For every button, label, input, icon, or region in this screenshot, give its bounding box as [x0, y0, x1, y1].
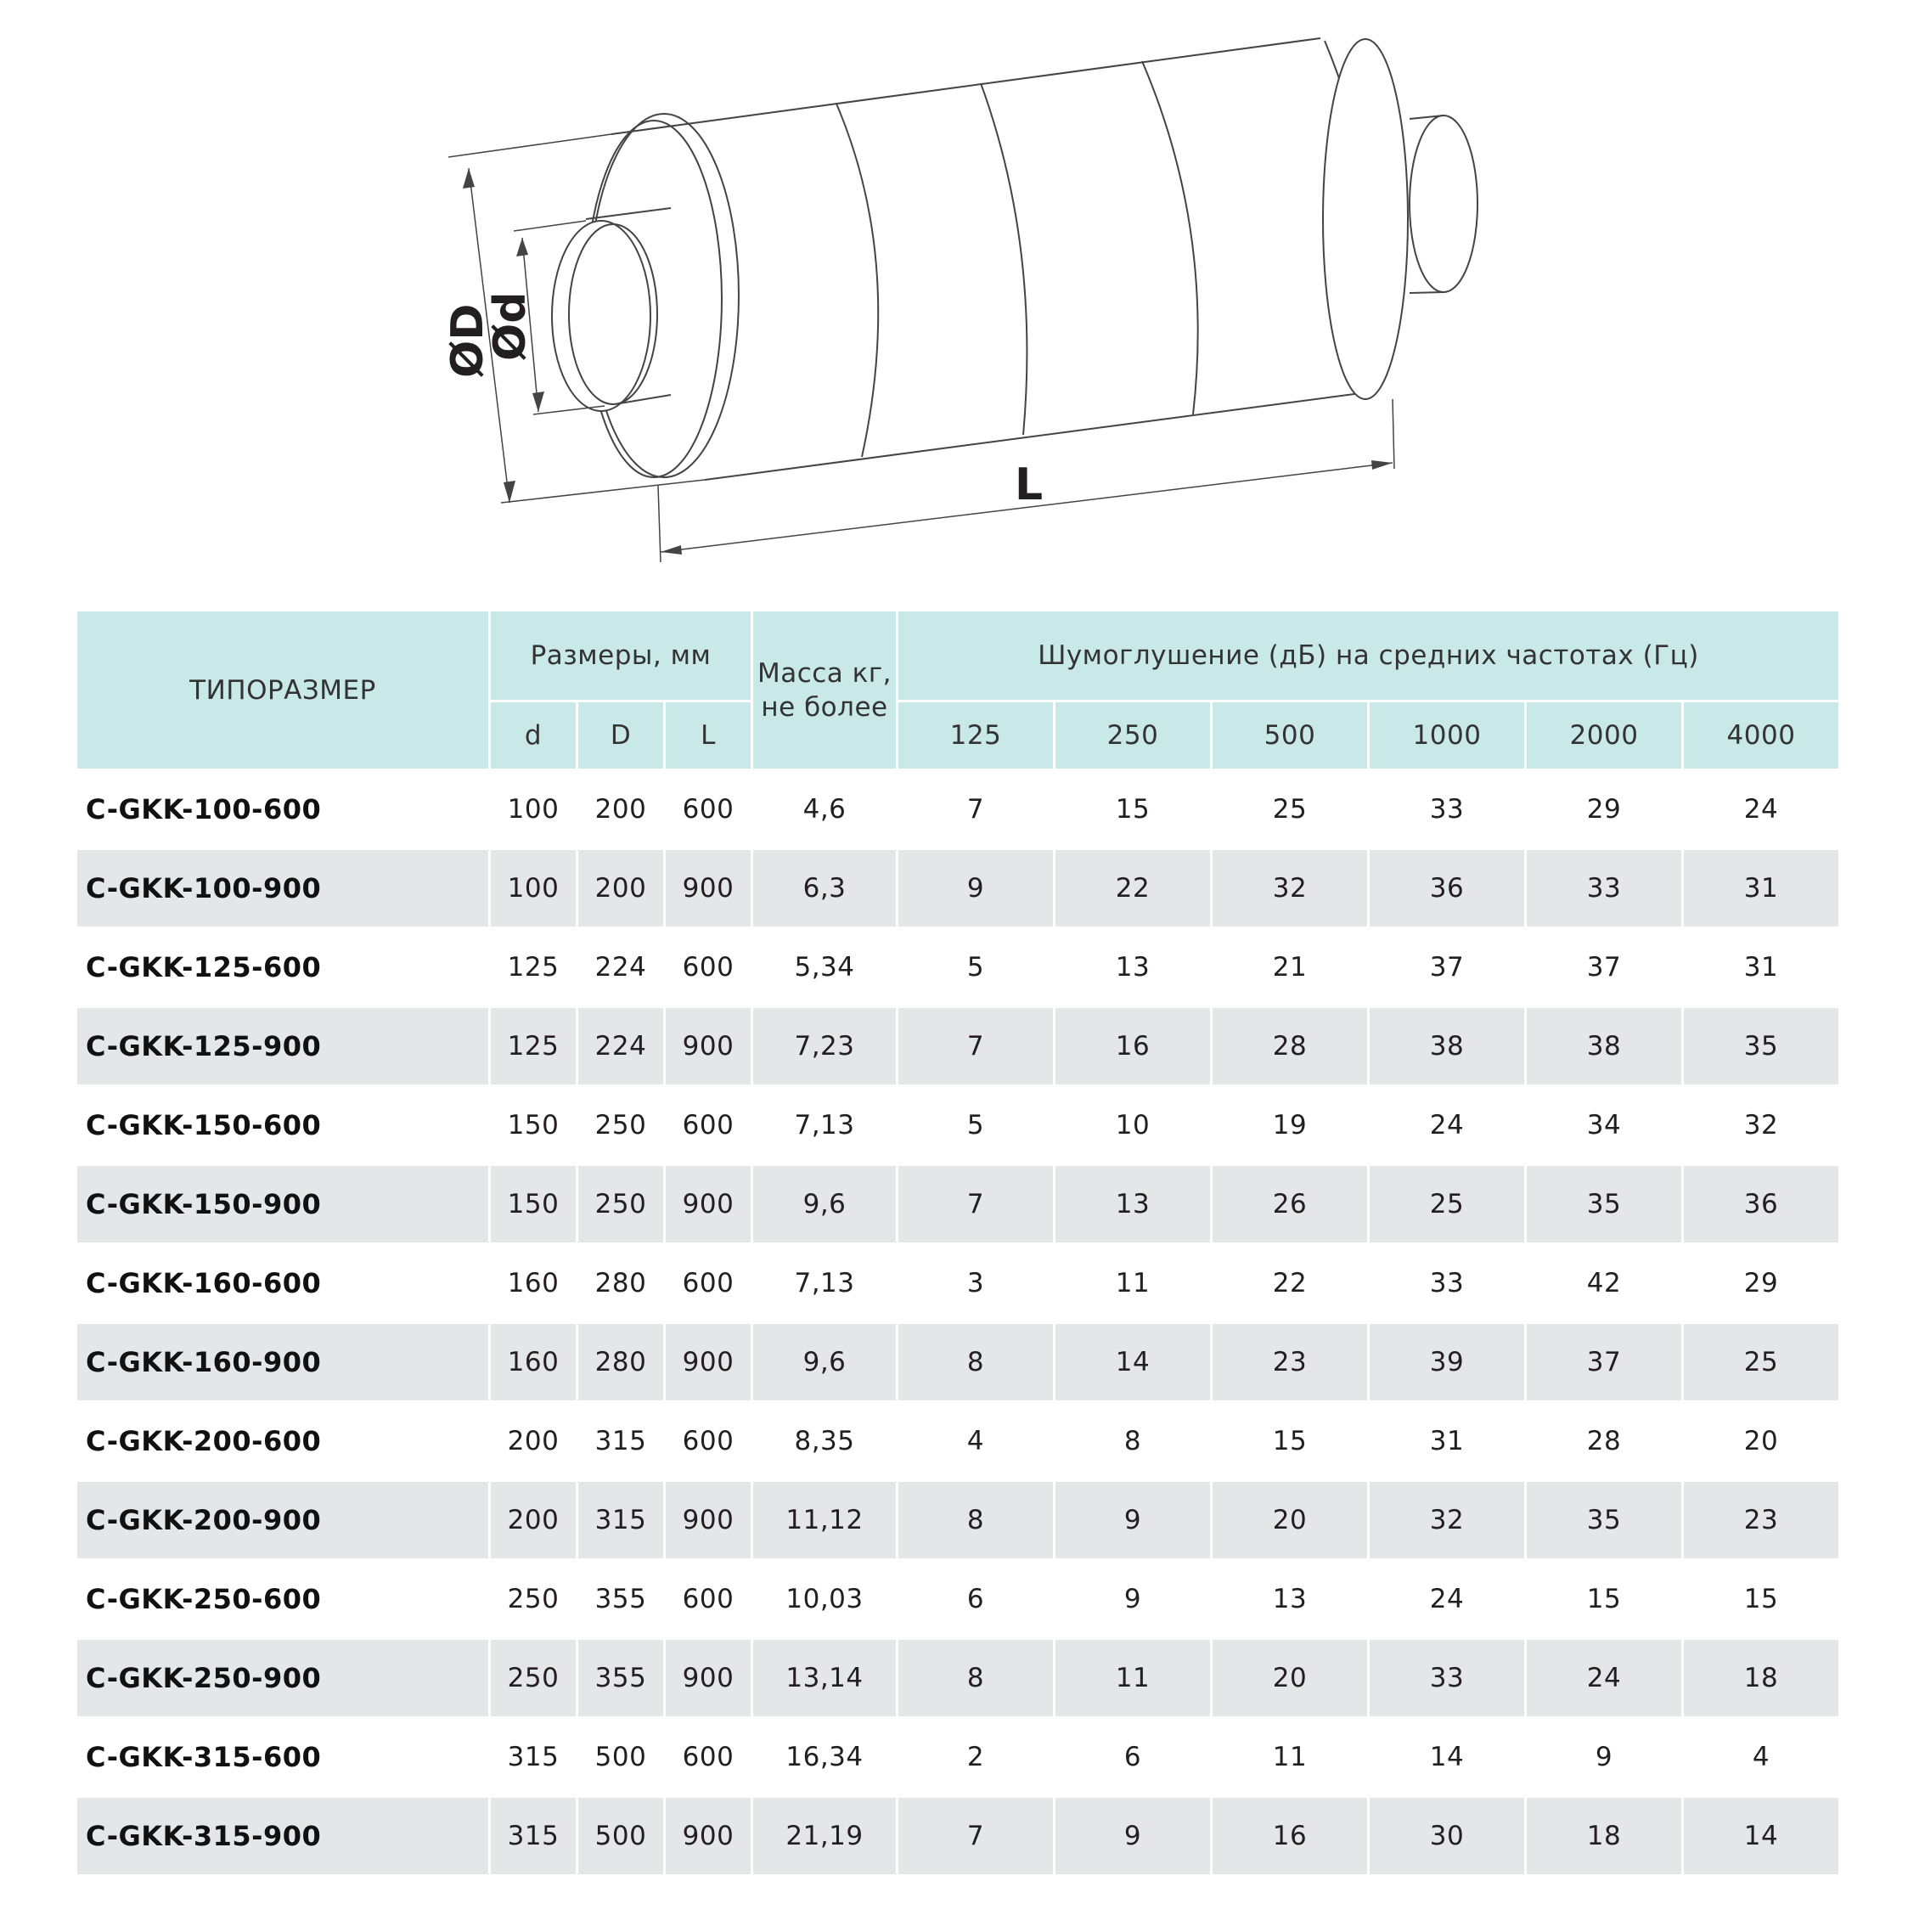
cell-f125: 7: [898, 1008, 1053, 1084]
table-row: [77, 1008, 1838, 1084]
silencer-drawing: [0, 0, 1908, 594]
cell-f1000: 37: [1370, 929, 1524, 1005]
cell-l: 900: [666, 850, 751, 927]
cell-f2000: 15: [1527, 1561, 1681, 1637]
cell-f2000: 35: [1527, 1482, 1681, 1558]
header-f1000: 1000: [1370, 702, 1524, 769]
cell-name: C-GKK-150-900: [77, 1166, 488, 1242]
cell-f4000: 32: [1684, 1087, 1838, 1163]
cell-f125: 8: [898, 1482, 1053, 1558]
cell-d: 250: [491, 1640, 576, 1716]
cell-mass: 8,35: [753, 1403, 896, 1479]
cell-f250: 8: [1055, 1403, 1210, 1479]
cell-f125: 9: [898, 850, 1053, 927]
cell-d: 125: [491, 1008, 576, 1084]
cell-f4000: 25: [1684, 1324, 1838, 1400]
table-row: [77, 1245, 1838, 1321]
cell-f250: 13: [1055, 1166, 1210, 1242]
header-dimensions: Размеры, мм: [491, 611, 751, 700]
cell-f1000: 33: [1370, 771, 1524, 848]
cell-f1000: 38: [1370, 1008, 1524, 1084]
cell-f500: 19: [1213, 1087, 1367, 1163]
cell-mass: 7,13: [753, 1245, 896, 1321]
cell-f500: 23: [1213, 1324, 1367, 1400]
cell-f125: 7: [898, 1166, 1053, 1242]
cell-f2000: 24: [1527, 1640, 1681, 1716]
cell-f500: 32: [1213, 850, 1367, 927]
cell-f125: 5: [898, 929, 1053, 1005]
cell-d: 315: [578, 1403, 663, 1479]
cell-d: 160: [491, 1245, 576, 1321]
cell-name: C-GKK-250-900: [77, 1640, 488, 1716]
table-row: [77, 929, 1838, 1005]
cell-f125: 4: [898, 1403, 1053, 1479]
cell-d: 355: [578, 1640, 663, 1716]
cell-l: 600: [666, 929, 751, 1005]
cell-l: 600: [666, 1245, 751, 1321]
cell-f125: 7: [898, 771, 1053, 848]
cell-f2000: 33: [1527, 850, 1681, 927]
table-row: [77, 1324, 1838, 1400]
cell-f125: 2: [898, 1719, 1053, 1795]
cell-d: 315: [491, 1719, 576, 1795]
cell-f500: 25: [1213, 771, 1367, 848]
header-D: D: [578, 702, 663, 769]
cell-f4000: 31: [1684, 929, 1838, 1005]
cell-d: 500: [578, 1798, 663, 1874]
cell-d: 200: [578, 850, 663, 927]
cell-d: 100: [491, 771, 576, 848]
cell-f500: 20: [1213, 1482, 1367, 1558]
cell-mass: 11,12: [753, 1482, 896, 1558]
cell-l: 900: [666, 1008, 751, 1084]
cell-f250: 14: [1055, 1324, 1210, 1400]
cell-f1000: 39: [1370, 1324, 1524, 1400]
cell-name: C-GKK-315-600: [77, 1719, 488, 1795]
cell-d: 160: [491, 1324, 576, 1400]
table-row: [77, 850, 1838, 927]
cell-f125: 6: [898, 1561, 1053, 1637]
cell-f250: 15: [1055, 771, 1210, 848]
cell-f1000: 24: [1370, 1087, 1524, 1163]
header-f500: 500: [1213, 702, 1367, 769]
header-mass-line2: не более: [761, 691, 888, 723]
cell-f500: 22: [1213, 1245, 1367, 1321]
cell-d: 200: [491, 1403, 576, 1479]
table-row: [77, 1403, 1838, 1479]
cell-f250: 9: [1055, 1561, 1210, 1637]
cell-f4000: 20: [1684, 1403, 1838, 1479]
cell-mass: 4,6: [753, 771, 896, 848]
cell-d: 150: [491, 1087, 576, 1163]
cell-d: 280: [578, 1245, 663, 1321]
cell-f4000: 24: [1684, 771, 1838, 848]
cell-mass: 13,14: [753, 1640, 896, 1716]
cell-name: C-GKK-125-600: [77, 929, 488, 1005]
cell-d: 315: [578, 1482, 663, 1558]
header-type-size: ТИПОРАЗМЕР: [77, 611, 488, 769]
cell-l: 600: [666, 1087, 751, 1163]
cell-d: 250: [491, 1561, 576, 1637]
cell-f500: 13: [1213, 1561, 1367, 1637]
cell-f500: 20: [1213, 1640, 1367, 1716]
cell-f2000: 9: [1527, 1719, 1681, 1795]
cell-d: 250: [578, 1166, 663, 1242]
cell-f1000: 14: [1370, 1719, 1524, 1795]
cell-f2000: 42: [1527, 1245, 1681, 1321]
header-f250: 250: [1055, 702, 1210, 769]
cell-name: C-GKK-160-900: [77, 1324, 488, 1400]
cell-d: 355: [578, 1561, 663, 1637]
cell-f125: 5: [898, 1087, 1053, 1163]
cell-f4000: 35: [1684, 1008, 1838, 1084]
header-d: d: [491, 702, 576, 769]
cell-mass: 10,03: [753, 1561, 896, 1637]
cell-f250: 9: [1055, 1482, 1210, 1558]
header-attenuation: Шумоглушение (дБ) на средних частотах (Гц): [898, 611, 1838, 700]
cell-mass: 5,34: [753, 929, 896, 1005]
header-mass: [753, 611, 896, 769]
cell-f2000: 34: [1527, 1087, 1681, 1163]
cell-f2000: 29: [1527, 771, 1681, 848]
cell-f500: 15: [1213, 1403, 1367, 1479]
cell-name: C-GKK-250-600: [77, 1561, 488, 1637]
cell-l: 600: [666, 1403, 751, 1479]
cell-l: 600: [666, 1719, 751, 1795]
table-row: [77, 1561, 1838, 1637]
cell-f500: 26: [1213, 1166, 1367, 1242]
cell-d: 315: [491, 1798, 576, 1874]
header-L: L: [666, 702, 751, 769]
cell-name: C-GKK-100-600: [77, 771, 488, 848]
table-row: [77, 1640, 1838, 1716]
cell-mass: 9,6: [753, 1166, 896, 1242]
cell-f2000: 37: [1527, 1324, 1681, 1400]
cell-d: 200: [578, 771, 663, 848]
table-row: [77, 1482, 1838, 1558]
cell-f1000: 33: [1370, 1640, 1524, 1716]
cell-d: 125: [491, 929, 576, 1005]
cell-f4000: 29: [1684, 1245, 1838, 1321]
cell-l: 900: [666, 1482, 751, 1558]
cell-f250: 11: [1055, 1245, 1210, 1321]
rear-ring: [1323, 39, 1408, 399]
cell-f250: 16: [1055, 1008, 1210, 1084]
header-mass-line1: Масса кг,: [757, 657, 892, 689]
cell-f1000: 33: [1370, 1245, 1524, 1321]
inner-diameter-label: Ød: [485, 291, 536, 361]
table-body: [77, 771, 1838, 1874]
cell-f125: 7: [898, 1798, 1053, 1874]
cell-f2000: 28: [1527, 1403, 1681, 1479]
cell-f250: 22: [1055, 850, 1210, 927]
cell-f500: 28: [1213, 1008, 1367, 1084]
cell-f250: 6: [1055, 1719, 1210, 1795]
cell-f2000: 35: [1527, 1166, 1681, 1242]
cell-f4000: 31: [1684, 850, 1838, 927]
cell-f500: 11: [1213, 1719, 1367, 1795]
cell-mass: 7,23: [753, 1008, 896, 1084]
cell-f1000: 24: [1370, 1561, 1524, 1637]
table-row: [77, 1719, 1838, 1795]
cell-d: 500: [578, 1719, 663, 1795]
cell-mass: 16,34: [753, 1719, 896, 1795]
cell-f2000: 18: [1527, 1798, 1681, 1874]
cell-f500: 16: [1213, 1798, 1367, 1874]
cell-f250: 10: [1055, 1087, 1210, 1163]
cell-f4000: 23: [1684, 1482, 1838, 1558]
header-f2000: 2000: [1527, 702, 1681, 769]
table-row: [77, 1166, 1838, 1242]
cell-d: 150: [491, 1166, 576, 1242]
cell-l: 900: [666, 1798, 751, 1874]
cell-f4000: 14: [1684, 1798, 1838, 1874]
cell-f125: 8: [898, 1640, 1053, 1716]
length-label: L: [1015, 459, 1044, 510]
cell-name: C-GKK-160-600: [77, 1245, 488, 1321]
cell-f4000: 18: [1684, 1640, 1838, 1716]
cell-f125: 3: [898, 1245, 1053, 1321]
cell-mass: 21,19: [753, 1798, 896, 1874]
cell-f1000: 25: [1370, 1166, 1524, 1242]
cell-l: 900: [666, 1166, 751, 1242]
cell-name: C-GKK-125-900: [77, 1008, 488, 1084]
outer-diameter-label: ØD: [442, 303, 493, 378]
cell-f250: 11: [1055, 1640, 1210, 1716]
cell-l: 600: [666, 1561, 751, 1637]
table-row: [77, 1087, 1838, 1163]
cell-f1000: 32: [1370, 1482, 1524, 1558]
cell-name: C-GKK-315-900: [77, 1798, 488, 1874]
spec-table: [75, 609, 1841, 1877]
cell-f250: 9: [1055, 1798, 1210, 1874]
cell-f2000: 38: [1527, 1008, 1681, 1084]
table-row: [77, 771, 1838, 848]
cell-f125: 8: [898, 1324, 1053, 1400]
cell-d: 224: [578, 929, 663, 1005]
cell-f250: 13: [1055, 929, 1210, 1005]
cell-d: 200: [491, 1482, 576, 1558]
cell-f500: 21: [1213, 929, 1367, 1005]
cell-name: C-GKK-200-900: [77, 1482, 488, 1558]
cell-l: 900: [666, 1324, 751, 1400]
outlet-pipe: [1410, 115, 1477, 292]
cell-d: 250: [578, 1087, 663, 1163]
header-f125: 125: [898, 702, 1053, 769]
cell-f2000: 37: [1527, 929, 1681, 1005]
header-f4000: 4000: [1684, 702, 1838, 769]
cell-name: C-GKK-200-600: [77, 1403, 488, 1479]
inlet-pipe: [552, 221, 650, 411]
cell-name: C-GKK-100-900: [77, 850, 488, 927]
cell-name: C-GKK-150-600: [77, 1087, 488, 1163]
cell-f1000: 36: [1370, 850, 1524, 927]
cell-d: 280: [578, 1324, 663, 1400]
cell-f4000: 4: [1684, 1719, 1838, 1795]
cell-l: 900: [666, 1640, 751, 1716]
cell-l: 600: [666, 771, 751, 848]
cell-f1000: 31: [1370, 1403, 1524, 1479]
cell-mass: 9,6: [753, 1324, 896, 1400]
table-row: [77, 1798, 1838, 1874]
cell-f4000: 36: [1684, 1166, 1838, 1242]
cell-mass: 6,3: [753, 850, 896, 927]
cell-f4000: 15: [1684, 1561, 1838, 1637]
cell-d: 100: [491, 850, 576, 927]
cell-mass: 7,13: [753, 1087, 896, 1163]
cell-d: 224: [578, 1008, 663, 1084]
cell-f1000: 30: [1370, 1798, 1524, 1874]
